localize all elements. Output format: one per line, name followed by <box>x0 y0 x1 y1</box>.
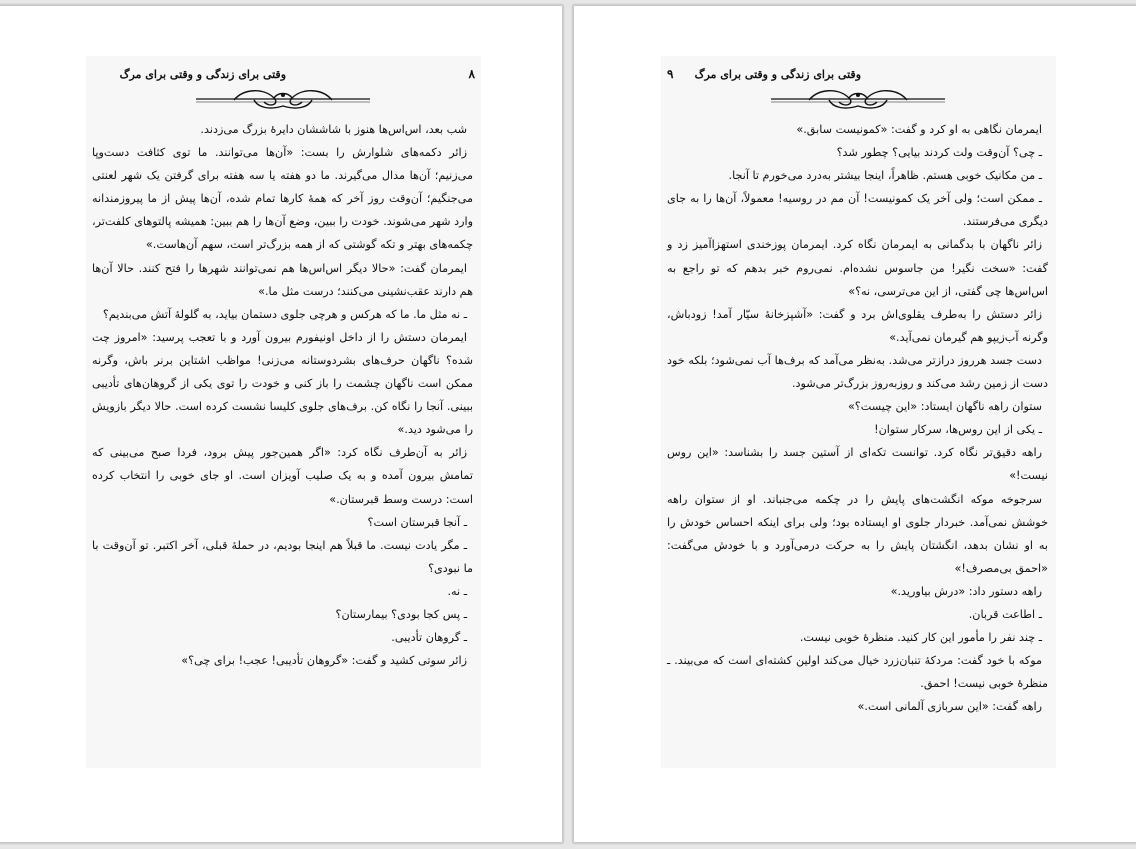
paragraph: ـ مگر یادت نیست. ما قبلاً هم اینجا بودیم، در حملهٔ قبلی، آخر اکتبر. تو آن‌وقت با ما نبودی؟ <box>92 538 473 575</box>
paragraph: ـ من مکانیک خوبی هستم. ظاهراً، اینجا بیشتر به‌درد می‌خورم تا آنجا. <box>728 169 1042 183</box>
paragraph: راهه گفت: «این سربازی آلمانی است.» <box>857 700 1042 714</box>
ornament-divider-icon <box>194 86 372 112</box>
paragraph: ـ نه مثل ما. ما که هرکس و هرچی جلوی دستمان بیاید، به گلولهٔ آتش می‌بندیم؟ <box>102 307 467 321</box>
paragraph: ستوان راهه ناگهان ایستاد: «این چیست؟» <box>847 400 1042 414</box>
page-number: ۸ <box>468 67 475 81</box>
paragraph: زائر دستش را به‌طرف یقلوی‌اش برد و گفت: «آشپزخانهٔ سیّار آمد! زودباش، وگرنه آب‌زیپو هم گیرمان نمی‌آید.» <box>667 307 1048 344</box>
paragraph: زائر سوتی کشید و گفت: «گروهان تأدیبی! عجب! برای چی؟» <box>181 654 467 668</box>
paragraph: راهه دقیق‌تر نگاه کرد. توانست تکه‌ای از آستین جسد را بشناسد: «این روس نیست!» <box>667 446 1048 483</box>
paragraph: موکه با خود گفت: مردکهٔ تنبان‌زرد خیال می‌کند اولین کشته‌ای است که می‌بیند. ـ منظرهٔ خوبی نیست! احمق. <box>667 654 1048 691</box>
paragraph: ـ آنجا قبرستان است؟ <box>367 515 467 529</box>
paragraph: زائر ناگهان با بدگمانی به ایمرمان نگاه کرد. ایمرمان پوزخندی استهزاآمیز زد و گفت: «سخت نگیر! من جاسوس نشده‌ام. نمی‌روم خبر بدهم که تو راجع به اس‌اس‌ها چی گفتی، از این می‌ترسی، نه؟» <box>667 238 1048 298</box>
paragraph: ـ گروهان تأدیبی. <box>391 631 467 645</box>
paragraph: ـ یکی از این روس‌ها، سرکار ستوان! <box>874 423 1042 437</box>
paragraph: راهه دستور داد: «درش بیاورید.» <box>890 584 1042 598</box>
page-8-body <box>92 118 473 672</box>
paragraph: شب بعد، اس‌اس‌ها هنوز با شاششان دایرهٔ بزرگ می‌زدند. <box>200 123 467 136</box>
page-9 <box>573 5 1136 843</box>
paragraph: سرجوخه موکه انگشت‌های پایش را در چکمه می‌جنباند. او از ستوان راهه خوشش نمی‌آمد. خبردار جلوی او ایستاده بود؛ ولی برای اینکه احساس خودش را به او نشان بدهد، انگشتان پایش را به حرکت درمی‌آورد و با خودش می‌گفت: «احمق بی‌مصرف!» <box>667 492 1048 575</box>
paragraph: ـ چند نفر را مأمور این کار کنید. منظرهٔ خوبی نیست. <box>799 631 1042 645</box>
paragraph: ـ پس کجا بودی؟ بیمارستان؟ <box>335 607 467 621</box>
paragraph: زائر دکمه‌های شلوارش را بست: «آن‌ها می‌توانند. ما توی کثافت دست‌وپا می‌زنیم؛ آن‌ها مدال می‌گیرند. ما دو هفته یا سه هفته برای گرفتن یک شهر لعنتی می‌جنگیم؛ آن‌وقت روز آخر که همهٔ کارها تمام شده، آن‌ها پیش از ما پیروزمندانه وارد شهر می‌شوند. خودت را ببین، وضع آن‌ها را هم ببین: همیشه پالتوهای کلفت‌تر، چکمه‌های بهتر و تکه گوشتی که از همه بزرگ‌تر است، سهم آن‌هاست.» <box>92 146 473 252</box>
page-number: ۹ <box>667 67 674 81</box>
running-title: وقتی برای زندگی و وقتی برای مرگ <box>694 68 861 81</box>
paragraph: ایمرمان دستش را از داخل اونیفورم بیرون آورد و با تعجب پرسید: «امروز چت شده؟ ناگهان حرف‌های بشردوستانه می‌زنی! مواظب اشتاین برنر باش، وگرنه ممکن است ناگهان چشمت را باز کنی و خودت را توی یکی از گروهان‌های تأدیبی ببینی. آنجا را نگاه کن. برف‌های جلوی کلیسا نشست کرده است. حالا دیگر بازویش را می‌شود دید.» <box>92 330 473 437</box>
page-9-header <box>661 64 1056 86</box>
paragraph: ایمرمان گفت: «حالا دیگر اس‌اس‌ها هم نمی‌توانند شهرها را فتح کنند. حالا آن‌ها هم دارند عقب‌نشینی می‌کنند؛ درست مثل ما.» <box>92 261 473 298</box>
paragraph: ایمرمان نگاهی به او کرد و گفت: «کمونیست سابق.» <box>796 123 1042 136</box>
page-8-scan <box>86 56 481 768</box>
page-9-body <box>667 118 1048 718</box>
running-title: وقتی برای زندگی و وقتی برای مرگ <box>119 68 286 81</box>
ornament-divider-icon <box>769 86 947 112</box>
page-8 <box>0 5 563 843</box>
paragraph: ـ ممکن است؛ ولی آخر یک کمونیست! آن مم در روسیه! معمولاً، آن‌ها را به جای دیگری می‌فرستند. <box>667 192 1048 229</box>
paragraph: دست جسد هرروز درازتر می‌شد. به‌نظر می‌آمد که برف‌ها آب نمی‌شود؛ بلکه خود دست از زمین رشد می‌کند و روزبه‌روز بزرگ‌تر می‌شود. <box>667 353 1048 391</box>
paragraph: زائر به آن‌طرف نگاه کرد: «اگر همین‌جور پیش برود، فردا صبح می‌بینی که تمامش بیرون آمده و به یک صلیب آویزان است. او جای خوبی را انتخاب کرده است: درست وسط قبرستان.» <box>92 446 473 506</box>
paragraph: ـ چی؟ آن‌وقت ولت کردند بیایی؟ چطور شد؟ <box>836 146 1042 160</box>
paragraph: ـ نه. <box>447 584 467 598</box>
page-9-scan <box>661 56 1056 768</box>
paragraph: ـ اطاعت قربان. <box>968 607 1042 621</box>
page-8-header <box>86 64 481 86</box>
